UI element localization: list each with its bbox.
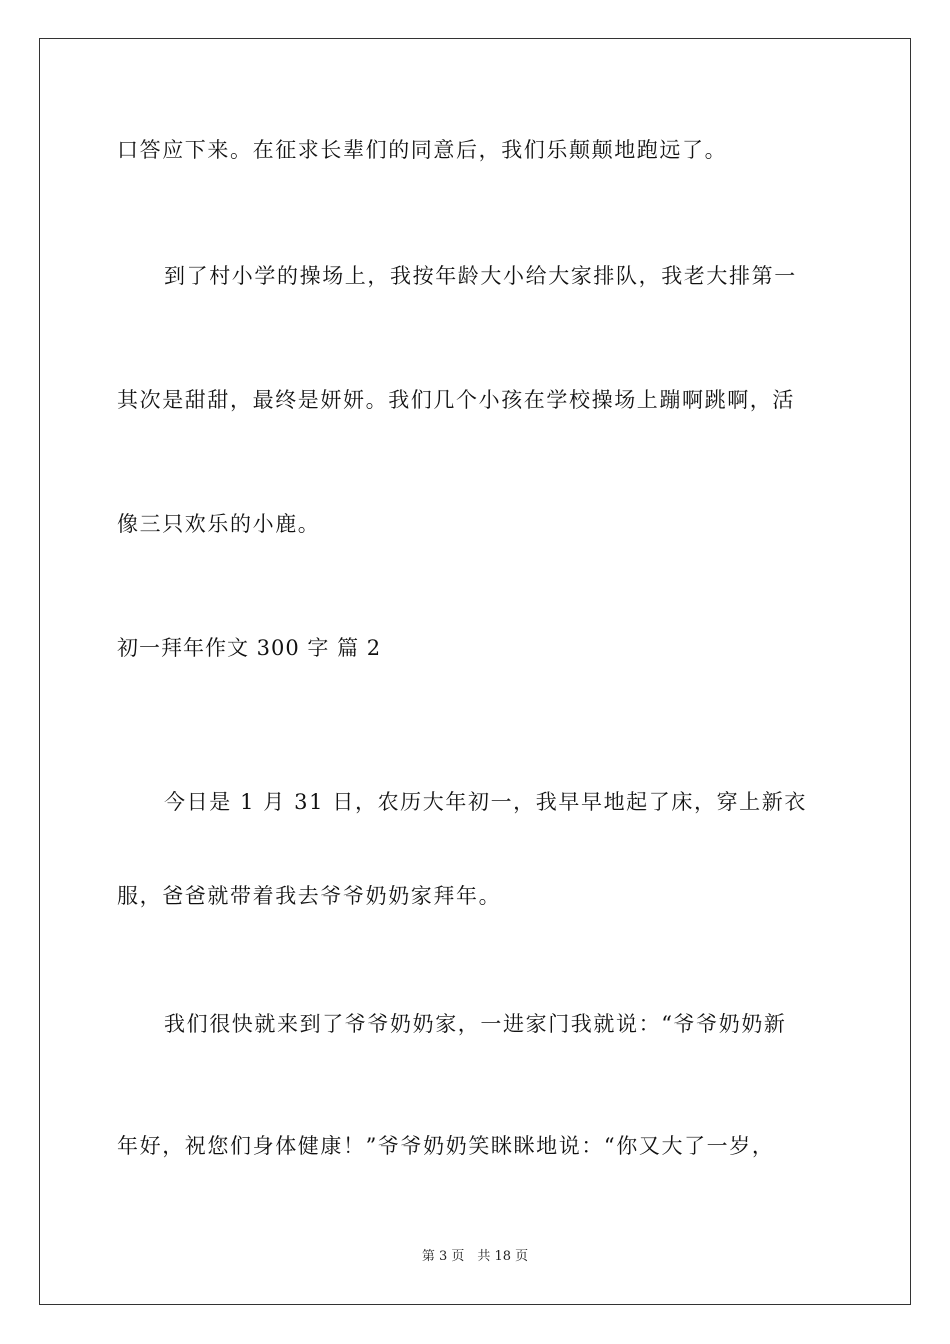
section-heading: 初一拜年作文 300 字 篇 2	[117, 636, 382, 660]
text-line: 其次是甜甜，最终是妍妍。我们几个小孩在学校操场上蹦啊跳啊，活	[117, 388, 795, 412]
text-line: 我们很快就来到了爷爷奶奶家，一进家门我就说：“爷爷奶奶新	[164, 1012, 787, 1036]
text-line: 到了村小学的操场上，我按年龄大小给大家排队，我老大排第一	[164, 264, 797, 288]
text-line: 年好，祝您们身体健康！”爷爷奶奶笑眯眯地说：“你又大了一岁，	[117, 1134, 775, 1158]
text-line: 像三只欢乐的小鹿。	[117, 512, 321, 536]
text-line: 服，爸爸就带着我去爷爷奶奶家拜年。	[117, 884, 502, 908]
text-line: 口答应下来。在征求长辈们的同意后，我们乐颠颠地跑远了。	[117, 138, 728, 162]
page-frame	[39, 38, 911, 1305]
page-number-footer: 第 3 页 共 18 页	[421, 1249, 529, 1264]
text-line: 今日是 1 月 31 日，农历大年初一，我早早地起了床，穿上新衣	[164, 790, 807, 814]
